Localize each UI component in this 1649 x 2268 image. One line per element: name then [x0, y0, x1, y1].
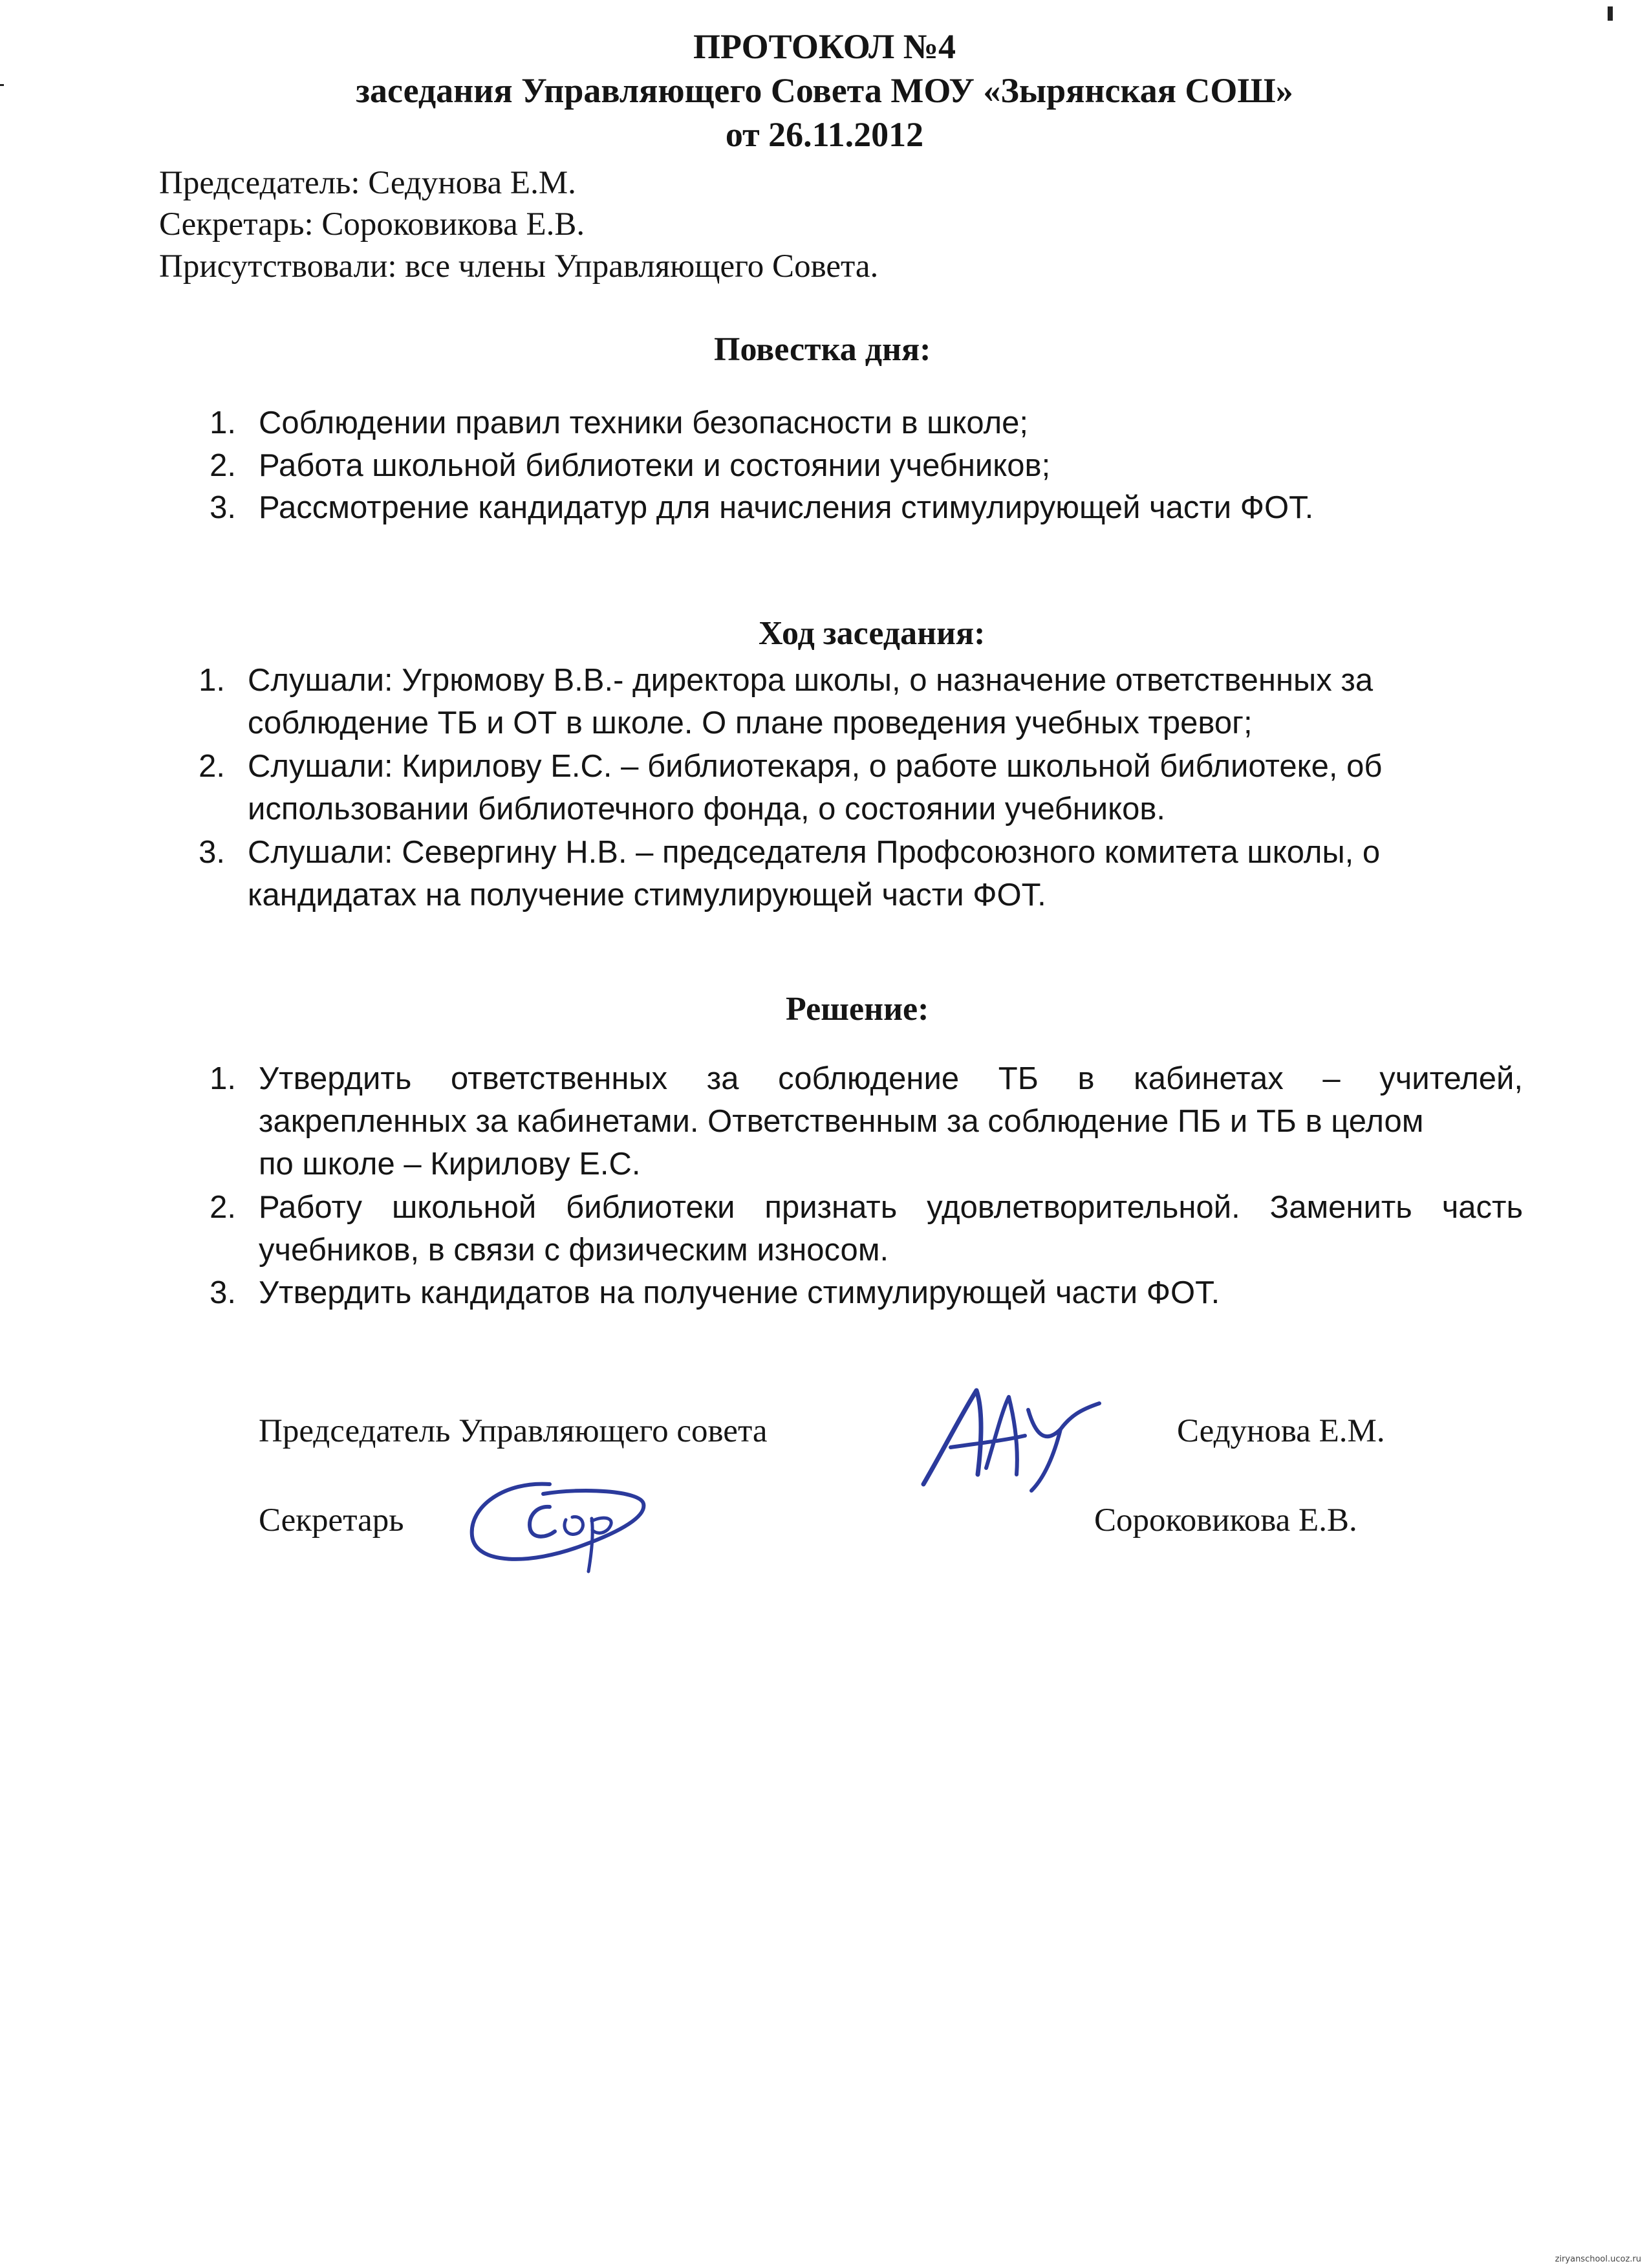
decision-item-line: Утвердить кандидатов на получение стимулирующей части ФОТ.: [259, 1275, 1220, 1310]
secretary-line: Секретарь: Сороковикова Е.В.: [159, 206, 585, 243]
agenda-item-number: 3.: [210, 490, 236, 525]
secretary-name: Сороковикова Е.В.: [1094, 1502, 1357, 1539]
secretary-role: Секретарь: [259, 1502, 404, 1539]
agenda-item-text: Соблюдении правил техники безопасности в школе;: [259, 405, 1029, 440]
chairman-signature: [905, 1371, 1112, 1500]
agenda-item-text: Работа школьной библиотеки и состоянии учебников;: [259, 448, 1051, 483]
proceedings-item-number: 2.: [199, 749, 225, 784]
proceedings-item-number: 3.: [199, 835, 225, 870]
document-subtitle: заседания Управляющего Совета МОУ «Зырянская СОШ»: [356, 71, 1293, 110]
decision-heading: Решение:: [786, 991, 929, 1028]
chairman-line: Председатель: Седунова Е.М.: [159, 165, 576, 201]
proceedings-item-line: Слушали: Угрюмову В.В.- директора школы, о назначение ответственных за: [248, 663, 1374, 698]
decision-item-number: 2.: [210, 1190, 236, 1225]
decision-item-line: по школе – Кирилову Е.С.: [259, 1147, 641, 1182]
document-date: от 26.11.2012: [725, 115, 924, 154]
decision-item-line: учебников, в связи с физическим износом.: [259, 1233, 889, 1268]
decision-item-line: закрепленных за кабинетами. Ответственным за соблюдение ПБ и ТБ в целом: [259, 1104, 1424, 1139]
proceedings-item-number: 1.: [199, 663, 225, 698]
proceedings-item-line: кандидатах на получение стимулирующей части ФОТ.: [248, 878, 1046, 913]
decision-item-number: 1.: [210, 1061, 236, 1096]
proceedings-item-line: использовании библиотечного фонда, о состоянии учебников.: [248, 792, 1166, 826]
agenda-item-text: Рассмотрение кандидатур для начисления стимулирующей части ФОТ.: [259, 490, 1314, 525]
agenda-item-number: 2.: [210, 448, 236, 483]
decision-item-line: Утвердить ответственных за соблюдение ТБ в кабинетах – учителей,: [259, 1061, 1523, 1096]
secretary-signature: [453, 1468, 660, 1584]
proceedings-item-line: соблюдение ТБ и ОТ в школе. О плане проведения учебных тревог;: [248, 706, 1253, 740]
chairman-name: Седунова Е.М.: [1177, 1413, 1385, 1449]
source-watermark: ziryanschool.ucoz.ru: [1555, 2254, 1641, 2264]
proceedings-heading: Ход заседания:: [759, 615, 986, 652]
chairman-role: Председатель Управляющего совета: [259, 1413, 768, 1449]
document-title: ПРОТОКОЛ №4: [693, 27, 956, 66]
proceedings-item-line: Слушали: Кирилову Е.С. – библиотекаря, о работе школьной библиотеке, об: [248, 749, 1383, 784]
agenda-heading: Повестка дня:: [714, 331, 931, 368]
decision-item-number: 3.: [210, 1275, 236, 1310]
present-line: Присутствовали: все члены Управляющего Совета.: [159, 248, 879, 285]
decision-item-line: Работу школьной библиотеки признать удовлетворительной. Заменить часть: [259, 1190, 1523, 1225]
proceedings-item-line: Слушали: Севергину Н.В. – председателя Профсоюзного комитета школы, о: [248, 835, 1381, 870]
agenda-item-number: 1.: [210, 405, 236, 440]
scan-mark: [1608, 6, 1613, 21]
